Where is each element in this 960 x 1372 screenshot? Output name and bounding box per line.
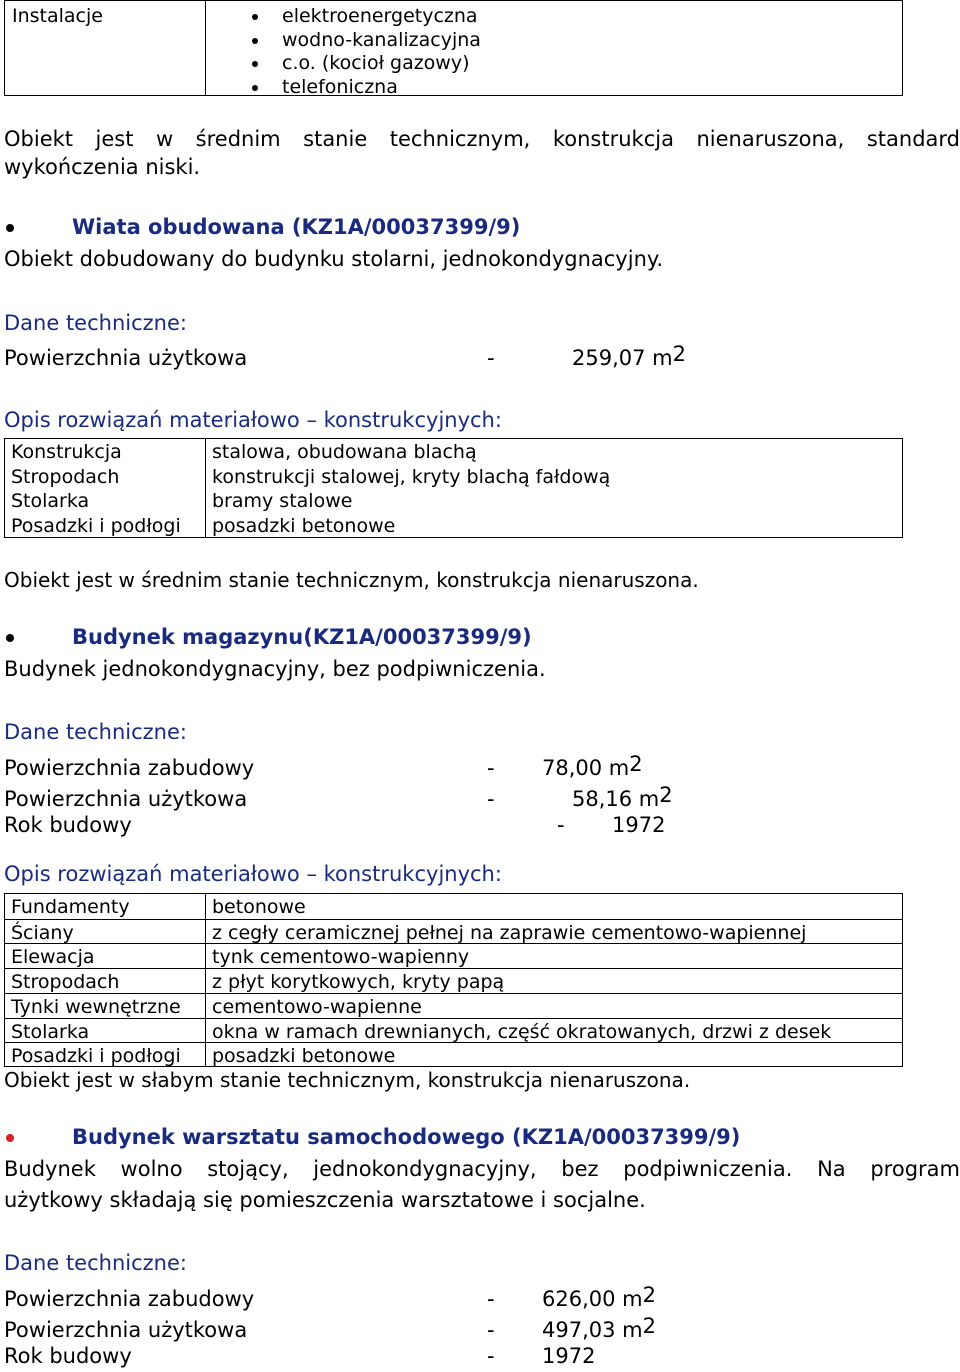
section-heading-magazyn: Budynek magazynu(KZ1A/00037399/9) [72, 625, 532, 649]
section-heading-warsztat: Budynek warsztatu samochodowego (KZ1A/00037399/9) [72, 1125, 741, 1149]
paragraph-line: wykończenia niski. [4, 155, 201, 179]
list-item: c.o. (kocioł gazowy) [252, 52, 481, 76]
section-description: Budynek jednokondygnacyjny, bez podpiwniczenia. [4, 657, 546, 681]
bullet-icon [6, 1134, 14, 1142]
table-row: Stolarka bramy stalowe [11, 490, 353, 512]
year-label: Rok budowy [4, 1344, 132, 1368]
table-row: Ściany z cegły ceramicznej pełnej na zaprawie cementowo-wapiennej [5, 919, 902, 944]
dash: - [487, 787, 495, 811]
year-value: 1972 [612, 813, 666, 837]
section-heading-wiata: Wiata obudowana (KZ1A/00037399/9) [72, 215, 521, 239]
list-item: wodno-kanalizacyjna [252, 29, 481, 53]
table-row: Stolarka okna w ramach drewnianych, część okratowanych, drzwi z desek [5, 1018, 902, 1043]
section-description: Budynek wolno stojący, jednokondygnacyjny, bez podpiwniczenia. Na program [4, 1157, 960, 1181]
condition-text: Obiekt jest w słabym stanie technicznym, konstrukcja nienaruszona. [4, 1068, 691, 1092]
table-row: Stropodach konstrukcji stalowej, kryty blachą fałdową [11, 465, 611, 488]
materials-heading: Opis rozwiązań materiałowo – konstrukcyjnych: [4, 862, 502, 886]
tech-data-heading: Dane techniczne: [4, 1251, 187, 1275]
installations-table [4, 0, 903, 96]
table-row: Tynki wewnętrzne cementowo-wapienne [5, 993, 902, 1018]
list-item: elektroenergetyczna [252, 5, 481, 29]
section-description: użytkowy składają się pomieszczenia warsztatowe i socjalne. [4, 1188, 646, 1212]
table-divider [205, 1, 206, 95]
materials-heading: Opis rozwiązań materiałowo – konstrukcyjnych: [4, 408, 502, 432]
table-row: Posadzki i podłogi posadzki betonowe [5, 1042, 902, 1067]
usable-area-label: Powierzchnia użytkowa [4, 1318, 248, 1342]
section-description: Obiekt dobudowany do budynku stolarni, jednokondygnacyjny. [4, 247, 663, 271]
table-row: Stropodach z płyt korytkowych, kryty papą [5, 968, 902, 993]
usable-area-value: 58,16 $m^2$ [572, 783, 673, 811]
built-area-label: Powierzchnia zabudowy [4, 756, 255, 780]
condition-text: Obiekt jest w średnim stanie technicznym, konstrukcja nienaruszona. [4, 568, 699, 592]
tech-data-heading: Dane techniczne: [4, 311, 187, 335]
year-label: Rok budowy [4, 813, 132, 837]
bullet-icon [6, 224, 14, 232]
built-area-label: Powierzchnia zabudowy [4, 1287, 255, 1311]
table-row: Posadzki i podłogi posadzki betonowe [11, 514, 396, 537]
dash: - [487, 1318, 495, 1342]
table-row: Konstrukcja stalowa, obudowana blachą [11, 441, 477, 463]
usable-area-label: Powierzchnia użytkowa [4, 787, 248, 811]
dash: - [487, 756, 495, 780]
table-row: Elewacja tynk cementowo-wapienny [5, 943, 902, 968]
dash: - [487, 1344, 495, 1368]
dash: - [487, 1287, 495, 1311]
table-row: Fundamenty betonowe [11, 896, 306, 918]
usable-area-value: 259,07 $m^2$ [572, 342, 686, 370]
built-area-value: 626,00 $m^2$ [542, 1283, 656, 1311]
installations-list [252, 5, 481, 99]
paragraph-line: Obiekt jest w średnim stanie technicznym, konstrukcja nienaruszona, standard [4, 127, 960, 151]
usable-area-value: 497,03 $m^2$ [542, 1314, 656, 1342]
list-item: telefoniczna [252, 76, 481, 100]
built-area-value: 78,00 $m^2$ [542, 752, 643, 780]
materials-table [4, 893, 903, 1067]
dash: - [557, 813, 565, 837]
bullet-icon [6, 634, 14, 642]
year-value: 1972 [542, 1344, 596, 1368]
materials-table [4, 438, 903, 538]
dash: - [487, 346, 495, 370]
installations-label: Instalacje [12, 5, 103, 27]
tech-data-heading: Dane techniczne: [4, 720, 187, 744]
usable-area-label: Powierzchnia użytkowa [4, 346, 248, 370]
